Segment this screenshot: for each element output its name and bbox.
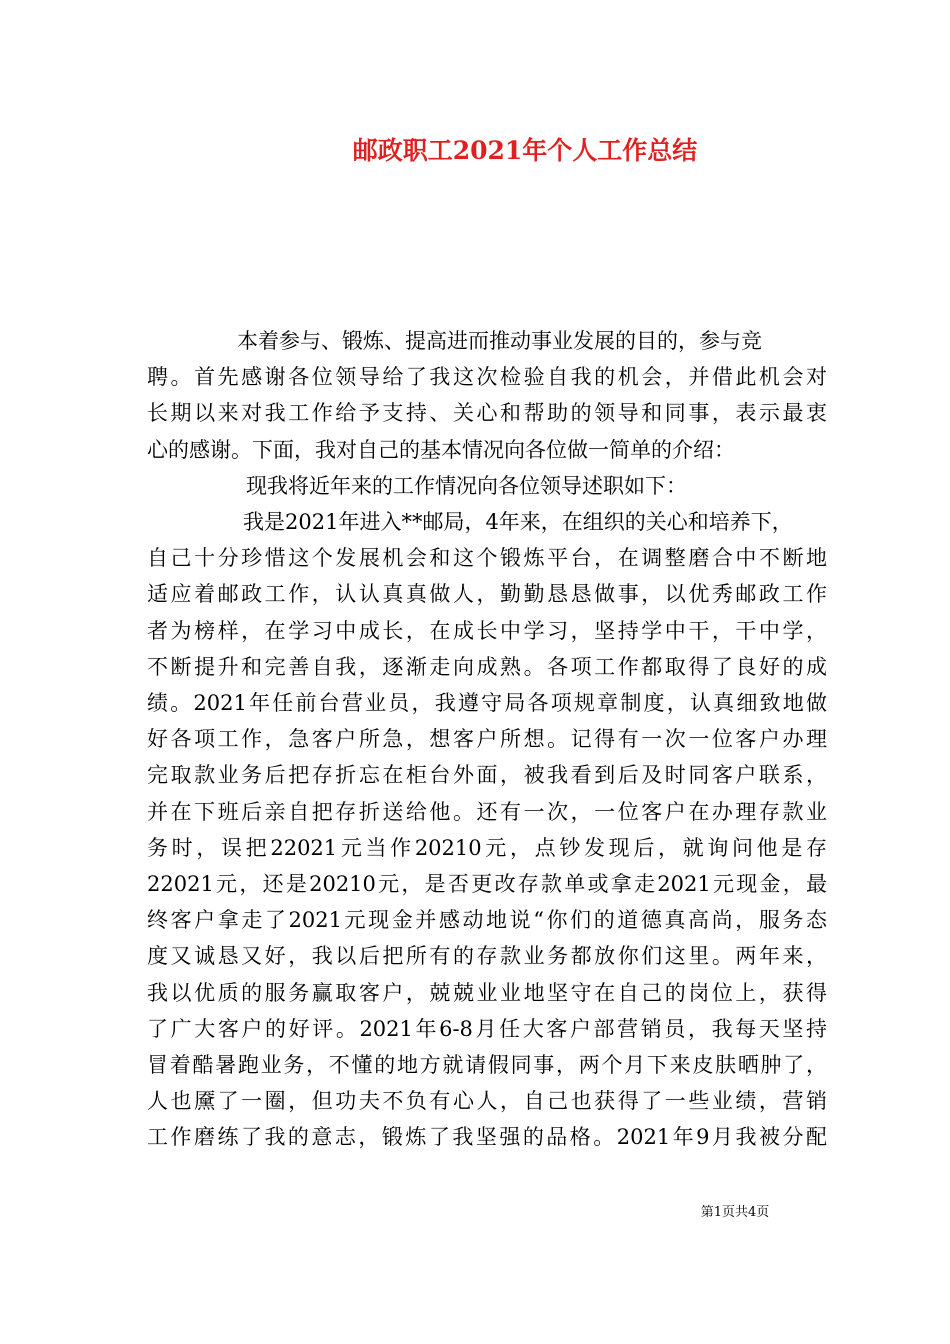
body-text	[147, 323, 827, 1156]
text-line: 我是2021年进入**邮局，4年来，在组织的关心和培养下，	[243, 510, 793, 535]
text-line: 并在下班后亲自把存折送给他。还有一次，一位客户在办理存款业	[147, 799, 827, 824]
text-line: 工作磨练了我的意志，锻炼了我坚强的品格。2021年9月我被分配	[147, 1125, 827, 1150]
text-line: 务时，误把22021元当作20210元，点钞发现后，就询问他是存	[147, 835, 827, 860]
text-line: 冒着酷暑跑业务，不懂的地方就请假同事，两个月下来皮肤晒肿了，	[147, 1053, 827, 1078]
text-line: 者为榜样，在学习中成长，在成长中学习，坚持学中干，干中学，	[147, 618, 827, 643]
text-line: 终客户拿走了2021元现金并感动地说“你们的道德真高尚，服务态	[147, 908, 827, 933]
text-line: 了广大客户的好评。2021年6-8月任大客户部营销员，我每天坚持	[147, 1016, 827, 1041]
text-line: 好各项工作，急客户所急，想客户所想。记得有一次一位客户办理	[147, 727, 827, 752]
text-line: 完取款业务后把存折忘在柜台外面，被我看到后及时同客户联系，	[147, 763, 827, 788]
text-line: 22021元，还是20210元，是否更改存款单或拿走2021元现金，最	[147, 872, 827, 897]
text-line: 度又诚恳又好，我以后把所有的存款业务都放你们这里。两年来，	[147, 944, 827, 969]
text-line: 绩。2021年任前台营业员，我遵守局各项规章制度，认真细致地做	[147, 691, 827, 716]
text-line: 长期以来对我工作给予支持、关心和帮助的领导和同事，表示最衷	[147, 401, 827, 426]
text-line: 聘。首先感谢各位领导给了我这次检验自我的机会，并借此机会对	[147, 365, 827, 390]
page-title: 邮政职工2021年个人工作总结	[352, 136, 698, 165]
text-line: 不断提升和完善自我，逐渐走向成熟。各项工作都取得了良好的成	[147, 654, 827, 679]
text-line: 自己十分珍惜这个发展机会和这个锻炼平台，在调整磨合中不断地	[147, 546, 827, 571]
text-line: 现我将近年来的工作情况向各位领导述职如下：	[246, 473, 687, 498]
text-line: 本着参与、锻炼、提高进而推动事业发展的目的，参与竞	[237, 329, 762, 353]
text-line: 心的感谢。下面，我对自己的基本情况向各位做一简单的介绍：	[147, 437, 735, 462]
text-line: 人也黡了一圈，但功夫不负有心人，自己也获得了一些业绩，营销	[147, 1089, 827, 1114]
text-line: 适应着邮政工作，认认真真做人，勤勤恳恳做事，以优秀邮政工作	[147, 582, 827, 607]
page-footer: 第1页共4页	[700, 1205, 770, 1220]
text-line: 我以优质的服务赢取客户，兢兢业业地坚守在自己的岗位上，获得	[147, 980, 827, 1005]
